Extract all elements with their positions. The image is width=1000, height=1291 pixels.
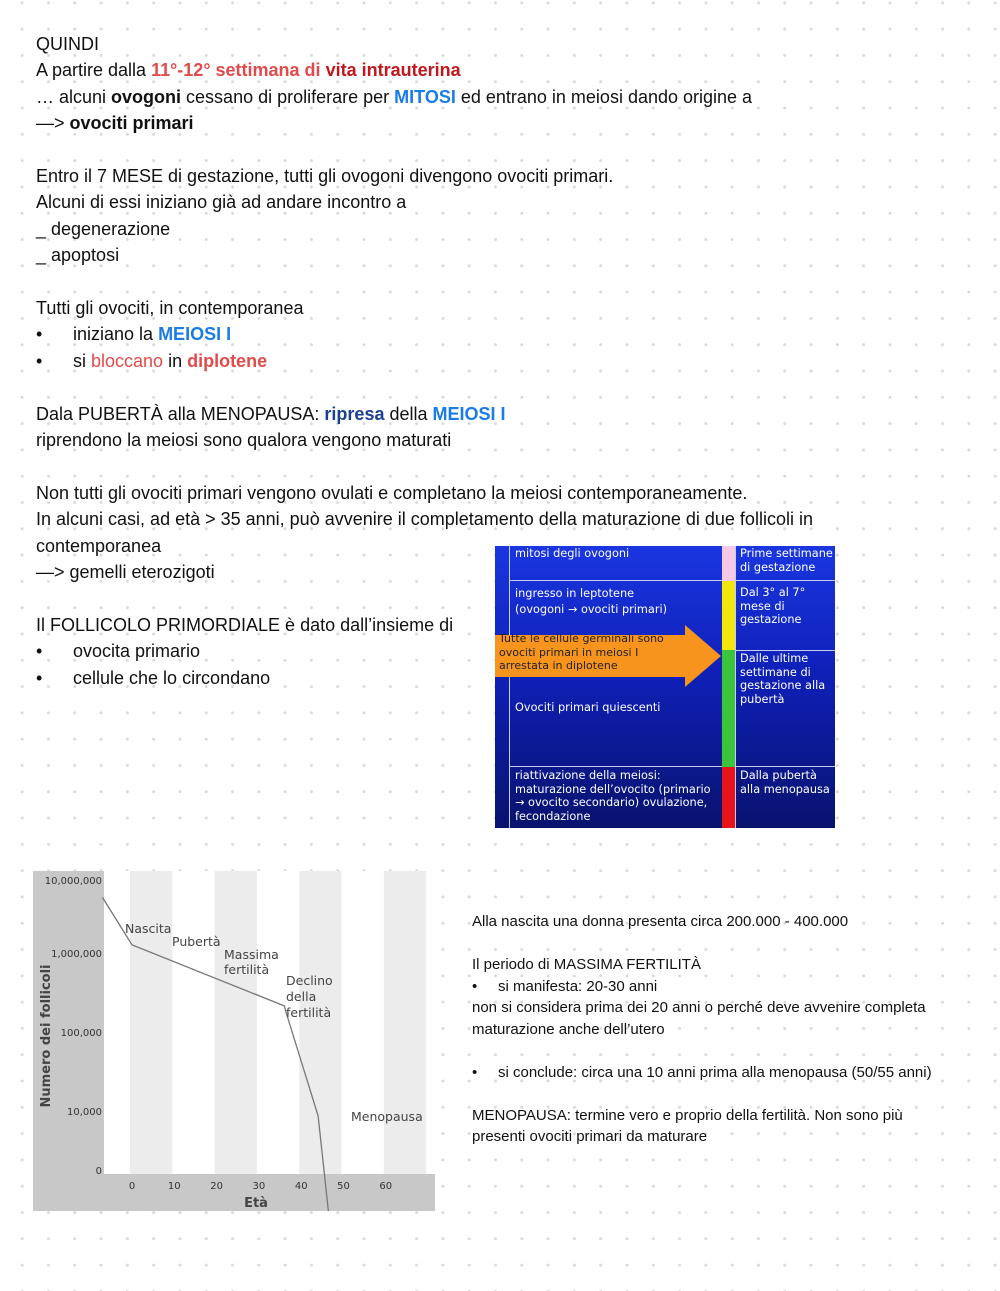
list-item [36,665,453,691]
text-span: ovociti primari in meiosi I [499,645,639,659]
row2-right [740,586,805,627]
bold-ovociti-primari: ovociti primari [69,112,194,133]
list-item [36,348,303,374]
divider [735,650,835,651]
text-span: mitosi degli ovogoni [515,547,630,560]
highlight-week: 11°-12° settimana di [151,60,326,81]
text-span: fecondazione [515,810,591,824]
bullet-icon: • [36,641,43,662]
text-line: Alla nascita una donna presenta circa 200.000 - 400.000 [472,913,849,930]
text-span: in [163,350,188,371]
list-item: _ apoptosi [36,244,120,265]
y-tick-label: 1,000,000 [51,949,102,960]
bullet-icon: • [36,667,43,688]
intro-section [36,31,752,136]
y-tick-label: 10,000,000 [44,876,102,887]
text-span: mese di [740,599,785,613]
y-tick-label: 0 [95,1166,102,1177]
chart-annotation: Pubertà [172,934,221,949]
list-item [36,321,303,347]
list-item [36,638,453,664]
list-item [472,1062,932,1084]
text-span: arrestata in diplotene [499,659,618,672]
highlight-mitosi: MITOSI [394,86,456,107]
divider [735,546,736,828]
highlight-meiosi: MEIOSI I [158,324,232,345]
text-line: Il FOLLICOLO PRIMORDIALE è dato dall’insieme di [36,615,454,635]
highlight-diplotene: diplotene [187,350,268,371]
text-line: riprendono la meiosi sono qualora vengono maturati [36,430,452,451]
text-line: —> gemelli eterozigoti [36,561,215,582]
row1-right [740,547,833,574]
text-span: iniziano la [73,324,159,345]
text-span: Prime settimane [740,547,833,560]
divider [509,580,722,581]
text-span: pubertà [740,693,785,707]
text-line [36,110,752,136]
text-line: MENOPAUSA: termine vero e proprio della fertilità. Non sono più [472,1106,903,1124]
divider [509,546,510,828]
text-span: Tutte le cellule germinali sono [499,632,664,645]
text-span: della [384,404,433,424]
text-span: gestazione alla [740,679,826,693]
text-line: In alcuni casi, ad età > 35 anni, può avvenire il completamento della maturazione di due follicoli in [36,509,813,530]
spacer [472,1040,932,1062]
text-span: cessano di proliferare per [181,86,395,107]
text-line [36,84,752,110]
highlight-bloccano: bloccano [91,350,164,371]
follicle-section [36,612,453,691]
chart-annotation: Declino della fertilità [286,973,333,1020]
text-span: settimane di [740,665,811,679]
text-span: Ovociti primari quiescenti [515,701,661,714]
row4-left [515,769,711,824]
x-tick-label: 40 [294,1181,308,1192]
text-span: cellule che lo circondano [73,667,271,688]
x-tick-label: 10 [167,1181,181,1192]
x-tick-label: 0 [128,1181,136,1192]
text-span: maturazione dell’ovocito (primario [515,782,711,796]
x-tick-label: 30 [252,1181,266,1192]
age-band [130,871,172,1174]
text-line [36,57,752,83]
text-span: … alcuni [36,86,112,107]
divider [509,766,722,767]
oogenesis-timeline-image [495,546,835,828]
text-line: maturazione anche dell’utero [472,1020,665,1038]
divider [735,580,835,581]
chart-annotation: Menopausa [351,1109,423,1124]
text-span: Dala PUBERTÀ alla MENOPAUSA: [36,404,325,424]
fertility-notes [472,911,932,1148]
text-span: Dalla pubertà [740,769,817,782]
chart-annotation: Nascita [125,921,172,936]
bullet-icon: • [36,324,43,345]
text-line: presenti ovociti primari da maturare [472,1128,708,1145]
phase-bar-1 [722,546,735,581]
text-line: Tutti gli ovociti, in contemporanea [36,298,304,318]
text-span: riattivazione della meiosi: [515,769,661,782]
text-span: si [73,350,91,371]
heading-quindi: QUINDI [36,34,99,54]
age-band [215,871,257,1174]
row3-right [740,652,825,707]
row1-left [515,547,629,561]
row2-left [515,586,667,618]
y-tick-label: 100,000 [60,1028,102,1039]
row3-left [515,701,660,715]
list-item [472,976,932,998]
age-band [384,871,426,1174]
text-span: si manifesta: 20-30 anni [498,977,658,995]
text-span: —> [36,112,70,133]
phase-bar-4 [722,767,735,828]
text-line: Non tutti gli ovociti primari vengono ovulati e completano la meiosi contemporaneamente. [36,483,748,503]
follicle-count-chart [33,871,435,1211]
text-line: Alcuni di essi iniziano già ad andare incontro a [36,192,407,213]
arrow-text [499,632,664,673]
text-span: ingresso in leptotene [515,587,635,600]
text-line: contemporanea [36,535,162,556]
gestation-section [36,163,613,268]
x-tick-label: 60 [379,1181,393,1192]
bullet-icon: • [472,1063,478,1081]
text-span: ovocita primario [73,641,201,662]
bullet-icon: • [36,350,43,371]
x-axis-label: Età [244,1196,268,1211]
text-span: ed entrano in meiosi dando origine a [455,86,753,107]
text-span: gestazione [740,613,802,627]
text-span: di gestazione [740,560,816,574]
puberty-section [36,401,506,454]
highlight-ripresa: ripresa [324,404,385,424]
text-line: Il periodo di MASSIMA FERTILITÀ [472,956,701,973]
text-line: non si considera prima dei 20 anni o perché deve avvenire completa [472,999,926,1016]
text-line [36,401,506,427]
highlight-meiosi: MEIOSI I [432,404,506,424]
highlight-intrauterine: vita intrauterina [325,60,461,81]
x-tick-label: 50 [337,1181,350,1192]
text-span: A partire dalla [36,60,152,81]
text-line: Entro il 7 MESE di gestazione, tutti gli ovogoni divengono ovociti primari. [36,166,614,186]
text-span: si conclude: circa una 10 anni prima alla menopausa (50/55 anni) [498,1063,932,1081]
age-band [299,871,341,1174]
text-span: Dal 3° al 7° [740,586,806,599]
text-span: Dalle ultime [740,652,809,665]
spacer [472,933,932,955]
divider [735,766,835,767]
meiosis-section [36,295,303,374]
chart-annotation: Massima fertilità [224,947,279,977]
spacer [472,1083,932,1105]
y-axis-label: Numero dei follicoli [39,964,54,1108]
text-span: → ovocito secondario) ovulazione, [515,796,708,810]
y-tick-label: 10,000 [67,1107,102,1118]
row4-right [740,769,830,796]
list-item: _ degenerazione [36,218,171,239]
text-span: (ovogoni → ovociti primari) [515,603,668,616]
x-tick-label: 20 [210,1181,223,1192]
bullet-icon: • [472,977,478,995]
text-span: alla menopausa [740,782,830,796]
bold-ovogoni: ovogoni [111,86,182,107]
